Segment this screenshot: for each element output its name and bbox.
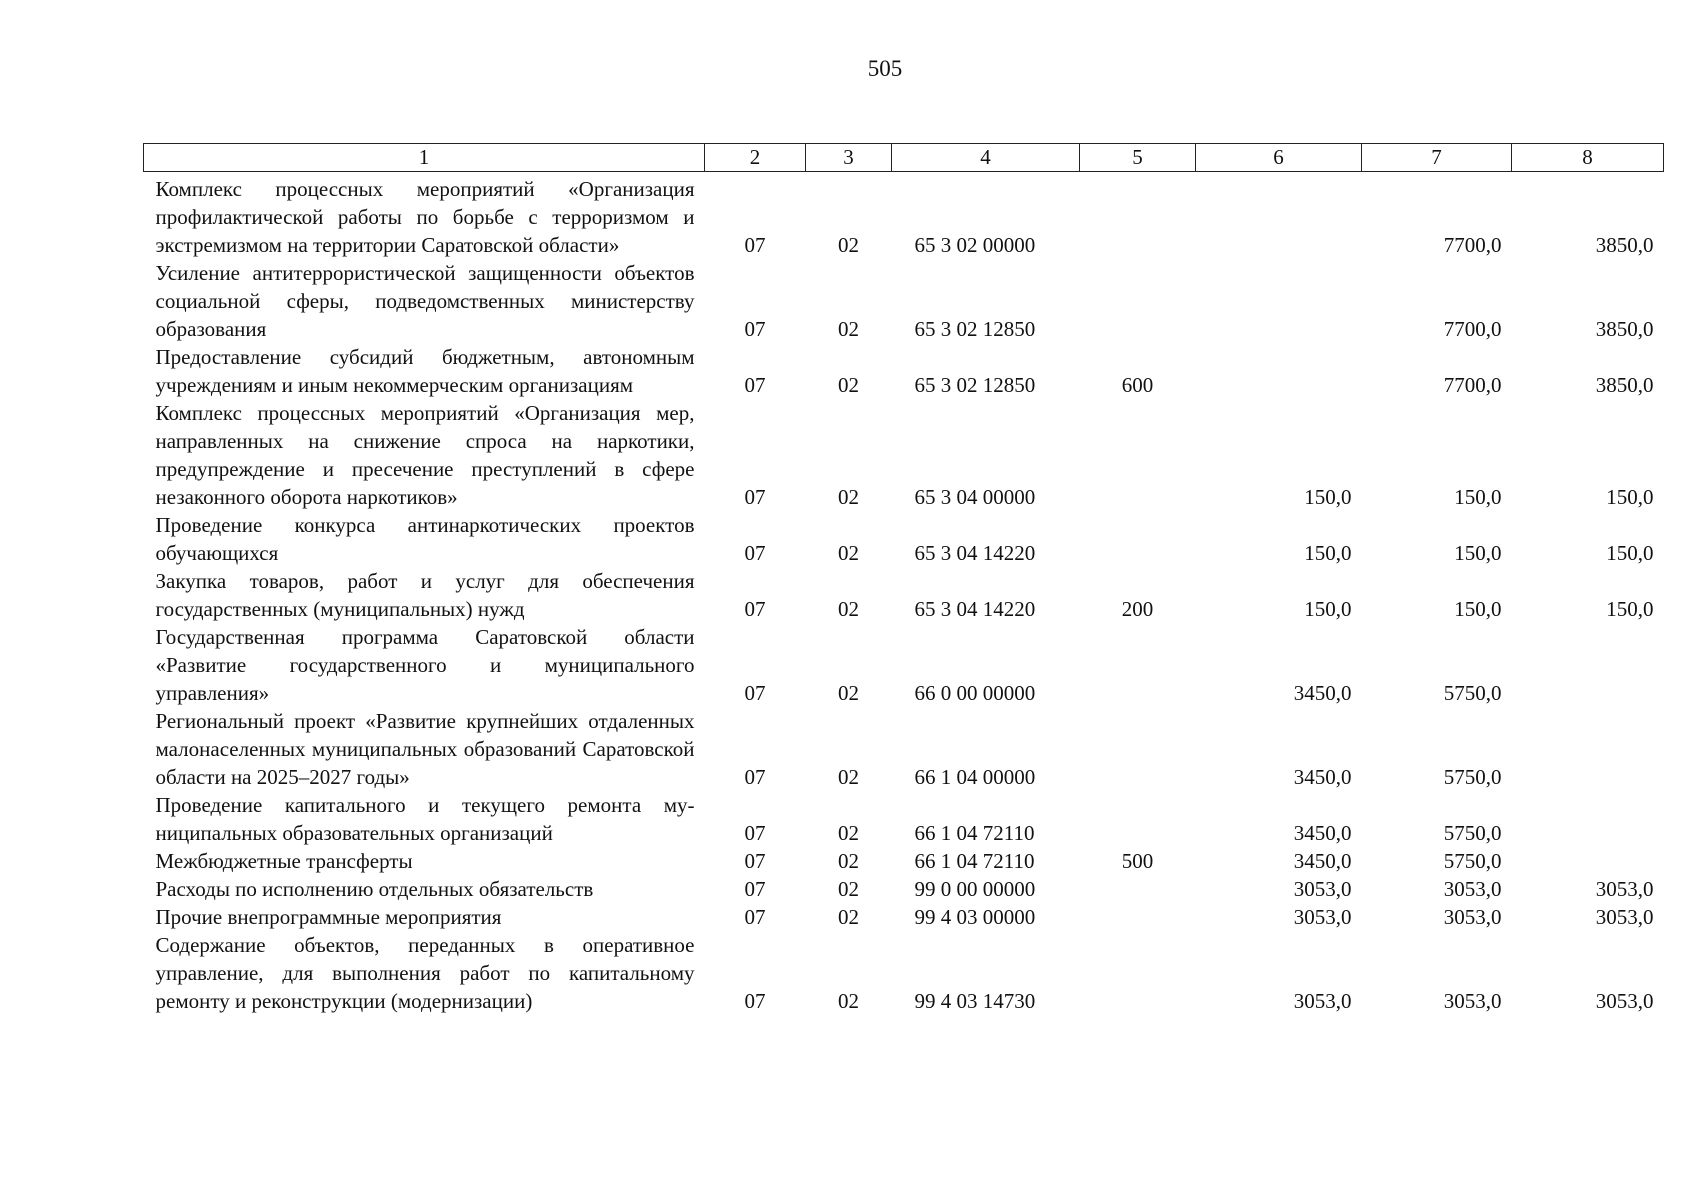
row-name: Комплекс процессных мероприятий «Организация мер, направленных на снижение спроса на наркотики, предупреждение и пресечение преступлений в сфере незаконного оборота наркотиков» (155, 401, 695, 509)
row-target-article: 66 1 04 72110 (914, 821, 1035, 845)
row-section: 07 (744, 233, 766, 257)
table-row (144, 903, 1664, 931)
row-expense-type (1080, 707, 1196, 791)
header-col-6: 6 (1196, 144, 1362, 172)
table-row (144, 172, 1664, 260)
row-amount-col6: 3450,0 (1293, 821, 1352, 845)
row-amount-col6: 3450,0 (1293, 765, 1352, 789)
row-amount-col6: 150,0 (1304, 485, 1352, 509)
row-section: 07 (744, 765, 766, 789)
row-expense-type (1080, 399, 1196, 511)
row-amount-col7: 3053,0 (1443, 989, 1502, 1013)
row-amount-col7: 7700,0 (1443, 317, 1502, 341)
row-subsection: 02 (838, 681, 859, 705)
row-amount-col8 (1512, 847, 1664, 875)
row-expense-type (1080, 903, 1196, 931)
row-expense-type: 600 (1121, 373, 1154, 397)
row-target-article: 65 3 04 00000 (914, 485, 1036, 509)
row-amount-col7: 150,0 (1454, 597, 1502, 621)
row-target-article: 66 1 04 72110 (914, 849, 1035, 873)
header-col-3: 3 (806, 144, 892, 172)
row-amount-col6: 3450,0 (1293, 849, 1352, 873)
budget-table (143, 143, 1664, 1015)
row-expense-type (1080, 623, 1196, 707)
row-amount-col7: 5750,0 (1443, 849, 1502, 873)
row-amount-col7: 150,0 (1454, 541, 1502, 565)
row-amount-col8: 3053,0 (1595, 905, 1654, 929)
row-amount-col7: 7700,0 (1443, 233, 1502, 257)
row-expense-type (1080, 511, 1196, 567)
page-number: 505 (867, 56, 903, 81)
row-amount-col7: 3053,0 (1443, 905, 1502, 929)
row-subsection: 02 (838, 373, 859, 397)
row-amount-col8: 150,0 (1606, 485, 1654, 509)
row-amount-col7: 3053,0 (1443, 877, 1502, 901)
row-subsection: 02 (838, 233, 859, 257)
row-name: Прочие внепрограммные мероприятия (155, 905, 502, 929)
row-section: 07 (744, 849, 766, 873)
table-row (144, 931, 1664, 1015)
row-name: Содержание объектов, переданных в оперативное управление, для выполнения работ по капитальному ремонту и реконструкции (модернизации) (155, 933, 695, 1013)
row-target-article: 65 3 04 14220 (914, 597, 1036, 621)
row-section: 07 (744, 541, 766, 565)
row-subsection: 02 (838, 317, 859, 341)
row-expense-type: 500 (1121, 849, 1154, 873)
row-amount-col8: 3053,0 (1595, 877, 1654, 901)
row-amount-col6: 3053,0 (1293, 905, 1352, 929)
row-section: 07 (744, 821, 766, 845)
row-amount-col7: 5750,0 (1443, 765, 1502, 789)
row-name: Предоставление субсидий бюджетным, автономным учреждениям и иным некоммерческим организациям (155, 345, 695, 397)
row-amount-col8: 150,0 (1606, 541, 1654, 565)
header-col-4: 4 (892, 144, 1080, 172)
row-subsection: 02 (838, 597, 859, 621)
row-name: Закупка товаров, работ и услуг для обеспечения государственных (муниципальных) нужд (155, 569, 695, 621)
row-subsection: 02 (838, 877, 859, 901)
row-section: 07 (744, 597, 766, 621)
row-amount-col7: 150,0 (1454, 485, 1502, 509)
header-col-1: 1 (144, 144, 705, 172)
row-amount-col7: 7700,0 (1443, 373, 1502, 397)
row-name: Усиление антитеррористической защищенности объектов социальной сферы, подведомственных министерству образования (155, 261, 695, 341)
row-amount-col6: 3053,0 (1293, 989, 1352, 1013)
row-expense-type (1080, 791, 1196, 847)
row-amount-col6: 150,0 (1304, 541, 1352, 565)
row-amount-col6: 150,0 (1304, 597, 1352, 621)
row-subsection: 02 (838, 765, 859, 789)
header-col-5: 5 (1080, 144, 1196, 172)
row-name: Проведение капитального и текущего ремонта муниципальных образовательных организаций (155, 793, 695, 845)
row-target-article: 66 0 00 00000 (914, 681, 1036, 705)
table-row (144, 343, 1664, 399)
row-amount-col7: 5750,0 (1443, 821, 1502, 845)
row-subsection: 02 (838, 905, 859, 929)
row-target-article: 65 3 02 12850 (914, 373, 1036, 397)
row-subsection: 02 (838, 485, 859, 509)
row-amount-col6 (1196, 172, 1362, 260)
table-body (144, 172, 1664, 1016)
row-target-article: 99 0 00 00000 (914, 877, 1036, 901)
row-subsection: 02 (838, 849, 859, 873)
row-section: 07 (744, 485, 766, 509)
row-amount-col8 (1512, 707, 1664, 791)
table-row (144, 875, 1664, 903)
table-row (144, 399, 1664, 511)
table-row (144, 847, 1664, 875)
row-amount-col6 (1196, 259, 1362, 343)
row-subsection: 02 (838, 821, 859, 845)
header-row (144, 144, 1664, 172)
row-name: Государственная программа Саратовской области «Развитие государственного и муниципального управления» (155, 625, 695, 705)
row-target-article: 99 4 03 00000 (914, 905, 1036, 929)
row-section: 07 (744, 905, 766, 929)
table-header (144, 144, 1664, 172)
row-amount-col6: 3450,0 (1293, 681, 1352, 705)
row-amount-col8: 150,0 (1606, 597, 1654, 621)
table-row (144, 707, 1664, 791)
row-target-article: 65 3 02 12850 (914, 317, 1036, 341)
header-col-8: 8 (1512, 144, 1664, 172)
row-section: 07 (744, 373, 766, 397)
row-amount-col6: 3053,0 (1293, 877, 1352, 901)
row-amount-col8: 3850,0 (1595, 317, 1654, 341)
row-section: 07 (744, 877, 766, 901)
row-expense-type: 200 (1121, 597, 1154, 621)
row-target-article: 65 3 04 14220 (914, 541, 1036, 565)
table-row (144, 623, 1664, 707)
row-name: Проведение конкурса антинаркотических проектов обучающихся (155, 513, 695, 565)
row-expense-type (1080, 259, 1196, 343)
row-target-article: 66 1 04 00000 (914, 765, 1036, 789)
row-amount-col8 (1512, 791, 1664, 847)
row-subsection: 02 (838, 541, 859, 565)
row-name: Комплекс процессных мероприятий «Организация профилактической работы по борьбе с терроризмом и экстремизмом на территории Саратовской области» (155, 177, 695, 257)
table-row (144, 791, 1664, 847)
row-target-article: 65 3 02 00000 (914, 233, 1036, 257)
row-amount-col8 (1512, 623, 1664, 707)
row-name: Расходы по исполнению отдельных обязательств (155, 877, 594, 901)
row-amount-col8: 3850,0 (1595, 233, 1654, 257)
table-row (144, 259, 1664, 343)
header-col-7: 7 (1362, 144, 1512, 172)
header-col-2: 2 (705, 144, 806, 172)
row-amount-col8: 3053,0 (1595, 989, 1654, 1013)
row-expense-type (1080, 931, 1196, 1015)
row-amount-col7: 5750,0 (1443, 681, 1502, 705)
row-amount-col6 (1196, 343, 1362, 399)
row-amount-col8: 3850,0 (1595, 373, 1654, 397)
row-section: 07 (744, 317, 766, 341)
row-subsection: 02 (838, 989, 859, 1013)
row-section: 07 (744, 681, 766, 705)
row-expense-type (1080, 875, 1196, 903)
row-name: Региональный проект «Развитие крупнейших отдаленных малонаселенных муниципальных образований Саратовской области на 2025–2027 годы» (155, 709, 695, 789)
table-row (144, 511, 1664, 567)
table-row (144, 567, 1664, 623)
row-name: Межбюджетные трансферты (155, 849, 413, 873)
row-section: 07 (744, 989, 766, 1013)
row-expense-type (1080, 172, 1196, 260)
row-target-article: 99 4 03 14730 (914, 989, 1036, 1013)
